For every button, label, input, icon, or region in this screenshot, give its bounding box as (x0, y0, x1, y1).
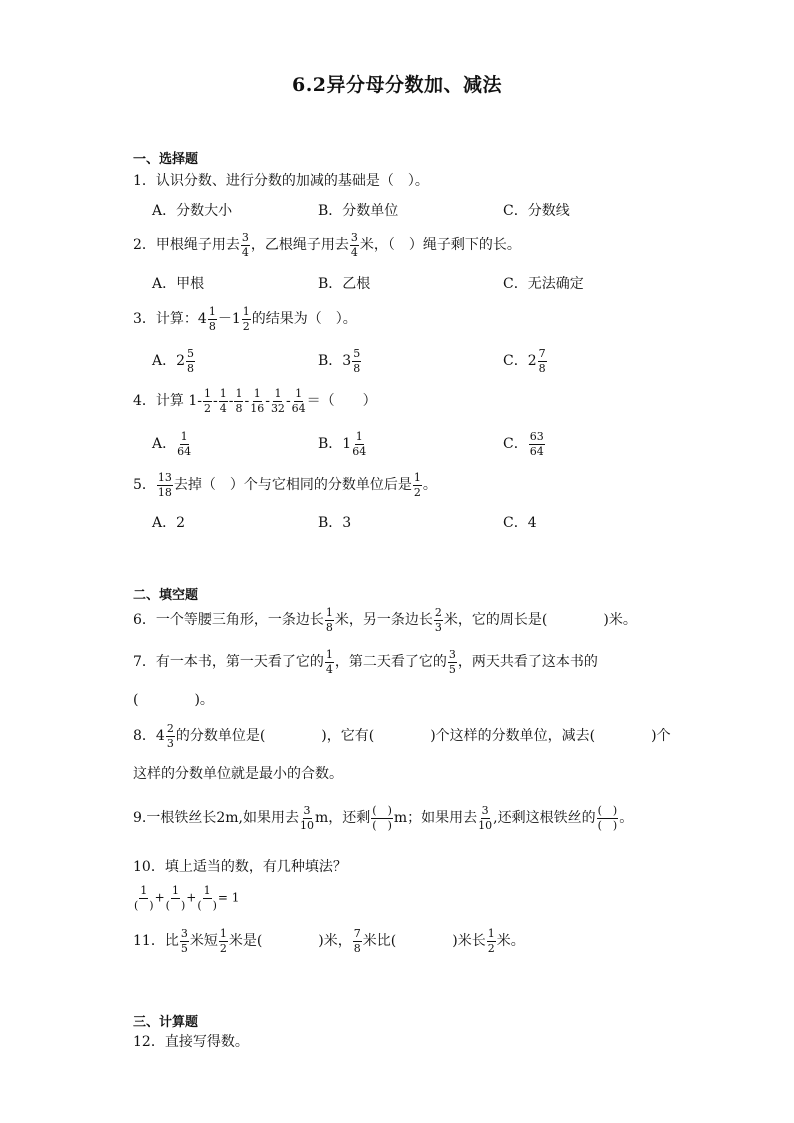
option-label: C． (503, 436, 528, 453)
fraction (300, 805, 314, 831)
q3-option-b[interactable] (318, 348, 362, 374)
denominator: 5 (180, 941, 188, 955)
denominator: 10 (478, 818, 493, 832)
fraction (352, 431, 366, 457)
denominator-blank[interactable]: ( ) (134, 898, 154, 912)
q9-text-5: 。 (619, 810, 634, 827)
q11-text-3[interactable]: 米是( )米， (228, 933, 352, 950)
q6-text-2: 米，另一条边长 (334, 612, 433, 629)
numerator: 3 (350, 231, 358, 244)
fraction (186, 348, 195, 374)
denominator: 64 (177, 444, 192, 458)
denominator: 10 (300, 818, 314, 832)
fraction (241, 232, 250, 258)
q10-equation (133, 885, 239, 911)
q5-option-a[interactable]: A．2 (152, 515, 186, 531)
denominator: 2 (487, 941, 495, 955)
fraction (478, 805, 492, 831)
numerator: 1 (235, 387, 243, 400)
fraction (538, 348, 547, 374)
q7-text-2: ，第二天看了它的 (334, 654, 447, 671)
q1-option-c[interactable]: C．分数线 (503, 203, 570, 219)
q7-text-3: ，两天共看了这本书的 (457, 654, 598, 671)
q1-option-a[interactable]: A．分数大小 (152, 203, 233, 219)
denominator: 4 (241, 245, 249, 259)
q11-text-1: 11．比 (133, 933, 179, 950)
denominator: 64 (291, 401, 306, 415)
numerator: 1 (219, 387, 227, 400)
denominator: 18 (157, 485, 172, 499)
option-label: A．2 (152, 353, 186, 370)
denominator: 3 (434, 620, 442, 634)
q8-line-2: 这样的分数单位就是最小的合数。 (133, 766, 343, 782)
fraction (219, 388, 228, 414)
denominator: 4 (219, 401, 227, 415)
denominator: 8 (325, 620, 333, 634)
q8-text-2[interactable]: 的分数单位是( )，它有( )个这样的分数单位，减去( )个 (175, 728, 671, 745)
q3-text-1: 3．计算：4 (133, 311, 207, 328)
fraction (271, 388, 285, 414)
q4-option-a[interactable] (152, 431, 192, 457)
plus-sign: + (186, 890, 197, 905)
fraction (234, 388, 243, 414)
q5-option-b[interactable]: B．3 (318, 515, 352, 531)
question-7 (133, 649, 598, 675)
denominator: 2 (204, 401, 211, 415)
q9-text-2: m，还剩 (315, 810, 371, 827)
numerator-blank[interactable]: ( ) (372, 804, 392, 817)
blank-fraction[interactable] (166, 885, 186, 911)
numerator: 1 (274, 387, 282, 400)
q6-text-1: 6．一个等腰三角形，一条边长 (133, 612, 324, 629)
denominator-blank[interactable]: ( ) (197, 898, 217, 912)
section-heading-choice: 一、选择题 (133, 152, 199, 167)
numerator: 1 (242, 305, 250, 318)
q2-text-3: 米，（ ）绳子剩下的长。 (359, 237, 521, 254)
blank-fraction[interactable] (134, 885, 154, 911)
q5-text-2: 。 (422, 477, 437, 494)
q5-text-1: 去掉（ ）个与它相同的分数单位后是 (173, 477, 412, 494)
denominator: 64 (529, 444, 544, 458)
minus-sign: - (244, 393, 250, 410)
question-10: 10．填上适当的数，有几种填法？ (133, 859, 347, 875)
numerator: 1 (204, 387, 211, 400)
numerator: 1 (295, 387, 303, 400)
fraction (353, 928, 362, 954)
fraction (166, 723, 175, 749)
fraction (325, 607, 334, 633)
blank-fraction[interactable] (371, 805, 393, 831)
q9-text-4: ,还剩这根铁丝的 (493, 810, 596, 827)
denominator-blank[interactable]: ( ) (372, 818, 392, 832)
question-8 (133, 723, 671, 749)
denominator: 16 (250, 401, 265, 415)
denominator: 32 (270, 401, 285, 415)
numerator: 1 (140, 884, 148, 897)
numerator: 7 (538, 347, 546, 360)
q6-text-3[interactable]: 米，它的周长是( )米。 (443, 612, 637, 629)
fraction (413, 472, 422, 498)
denominator: 8 (235, 401, 243, 415)
q7-text-1: 7．有一本书，第一天看了它的 (133, 654, 324, 671)
numerator: 3 (448, 648, 456, 661)
q9-text-1: 9.一根铁丝长2m,如果用去 (133, 810, 299, 827)
question-4 (133, 388, 377, 414)
q4-option-c[interactable] (503, 431, 546, 457)
q2-text-2: ，乙根绳子用去 (250, 237, 349, 254)
fraction (250, 388, 264, 414)
option-label: A． (152, 436, 177, 453)
q4-text-2: ＝（ ） (306, 393, 377, 410)
numerator: 7 (353, 927, 361, 940)
q8-text-1: 8．4 (133, 728, 165, 745)
numerator: 1 (325, 606, 333, 619)
minus-sign: - (213, 393, 218, 410)
denominator: 8 (353, 361, 361, 375)
numerator: 1 (413, 471, 421, 484)
option-label: B．3 (318, 353, 352, 370)
numerator: 3 (180, 927, 188, 940)
question-2 (133, 232, 521, 258)
fraction (219, 928, 228, 954)
option-label: C．2 (503, 353, 537, 370)
q5-number: 5． (133, 477, 156, 494)
denominator: 4 (325, 662, 333, 676)
numerator: 3 (241, 231, 249, 244)
numerator: 2 (434, 606, 442, 619)
denominator-blank[interactable]: ( ) (165, 898, 186, 912)
denominator: 4 (350, 245, 358, 259)
q7-answer-blank[interactable]: ( )。 (133, 692, 214, 708)
section-heading-fill: 二、填空题 (133, 588, 199, 603)
fraction (529, 431, 545, 457)
question-1: 1．认识分数、进行分数的加减的基础是（ ）。 (133, 173, 429, 189)
q3-option-c[interactable] (503, 348, 548, 374)
fraction (448, 649, 457, 675)
q3-option-a[interactable] (152, 348, 196, 374)
numerator: 2 (166, 722, 174, 735)
fraction (434, 607, 443, 633)
section-heading-calc: 三、计算题 (133, 1015, 199, 1030)
question-11 (133, 928, 525, 954)
q1-option-b[interactable]: B．分数单位 (318, 203, 399, 219)
q4-text-1: 4．计算 1- (133, 393, 202, 410)
numerator: 1 (180, 430, 188, 443)
denominator: 2 (242, 319, 250, 333)
fraction (352, 348, 361, 374)
numerator: 13 (157, 471, 172, 484)
q9-text-3: m；如果用去 (393, 810, 478, 827)
numerator: 1 (208, 305, 216, 318)
denominator: 8 (538, 361, 546, 375)
denominator: 8 (353, 941, 361, 955)
denominator: 8 (187, 361, 195, 375)
numerator: 3 (481, 804, 489, 817)
numerator: 1 (219, 927, 227, 940)
fraction (242, 306, 251, 332)
blank-fraction[interactable] (197, 885, 217, 911)
q2-option-b[interactable]: B．乙根 (318, 276, 371, 292)
numerator: 1 (355, 430, 363, 443)
numerator: 1 (253, 387, 261, 400)
denominator: 3 (166, 736, 174, 750)
numerator: 5 (353, 347, 361, 360)
denominator-blank[interactable]: ( ) (597, 818, 618, 832)
fraction (325, 649, 334, 675)
q11-text-2: 米短 (189, 933, 218, 950)
fraction (208, 306, 217, 332)
fraction (487, 928, 496, 954)
equals-one: = 1 (217, 890, 240, 905)
q2-text-1: 2．甲根绳子用去 (133, 237, 240, 254)
numerator: 63 (529, 430, 544, 443)
q5-option-c[interactable]: C．4 (503, 515, 537, 531)
denominator: 2 (219, 941, 227, 955)
denominator: 8 (208, 319, 216, 333)
numerator: 1 (203, 884, 211, 897)
denominator: 5 (448, 662, 456, 676)
minus-sign: - (228, 393, 234, 410)
numerator: 1 (487, 927, 495, 940)
q4-option-b[interactable] (318, 431, 367, 457)
option-label: B．1 (318, 436, 352, 453)
numerator: 3 (303, 804, 311, 817)
fraction (203, 388, 212, 414)
q2-option-a[interactable]: A．甲根 (152, 276, 205, 292)
numerator: 5 (187, 347, 195, 360)
fraction (177, 431, 191, 457)
fraction (180, 928, 189, 954)
fraction (157, 472, 173, 498)
question-3 (133, 306, 357, 332)
q11-text-5: 米。 (496, 933, 525, 950)
numerator: 1 (325, 648, 333, 661)
denominator: 2 (413, 485, 421, 499)
fraction (350, 232, 359, 258)
q11-text-4[interactable]: 米比( )米长 (362, 933, 486, 950)
fraction (292, 388, 306, 414)
plus-sign: + (154, 890, 165, 905)
question-6 (133, 607, 637, 633)
question-9 (133, 805, 633, 831)
minus-sign: - (285, 393, 291, 410)
q3-text-3: 的结果为（ ）。 (251, 311, 357, 328)
q2-option-c[interactable]: C．无法确定 (503, 276, 584, 292)
page-title: 6.2异分母分数加、减法 (291, 74, 503, 96)
question-5 (133, 472, 437, 498)
numerator: 1 (171, 884, 179, 897)
denominator: 64 (352, 444, 367, 458)
q3-text-2: －1 (217, 311, 241, 328)
minus-sign: - (265, 393, 270, 410)
blank-fraction[interactable] (597, 805, 619, 831)
question-12: 12．直接写得数。 (133, 1034, 249, 1050)
numerator-blank[interactable]: ( ) (597, 804, 618, 817)
